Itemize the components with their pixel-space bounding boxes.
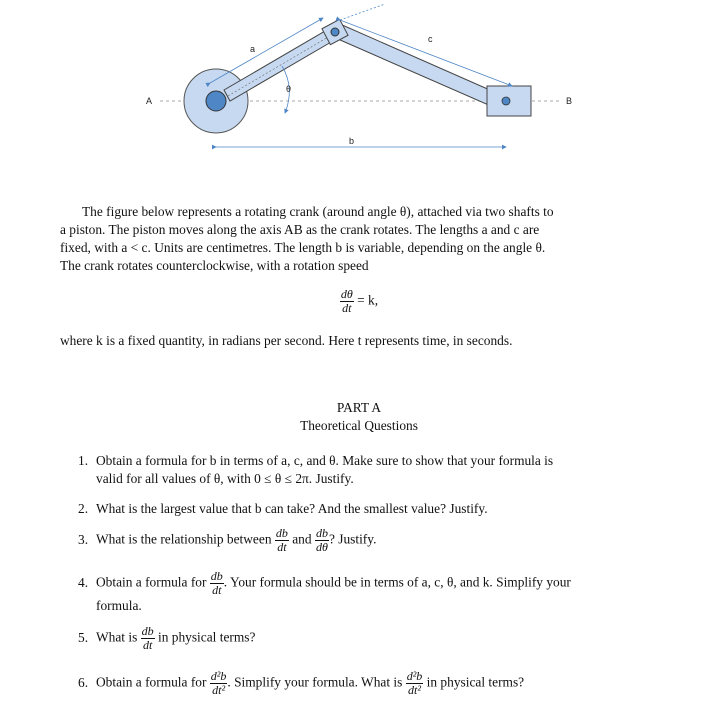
intro-line-4: The crank rotates counterclockwise, with a rotation speed (60, 258, 369, 273)
question-1: 1. Obtain a formula for b in terms of a, c, and θ. Make sure to show that your formula is valid for all values of θ, with 0 ≤ θ ≤ 2π. Justify. (78, 453, 554, 486)
label-a: a (250, 44, 256, 54)
part-subtitle: Theoretical Questions (300, 418, 418, 433)
question-5: 5. What is $\frac{db}{dt}$ in physical terms? (78, 624, 256, 652)
intro-paragraph (60, 203, 665, 275)
question-4: 4. Obtain a formula for $\frac{db}{dt}$ . Your formula should be in terms of a, c, θ, and k. Simplify your formula. (78, 569, 571, 613)
piston-pin (502, 97, 510, 105)
intro-line-2: a piston. The piston moves along the axis AB as the crank rotates. The lengths a and c are (60, 222, 540, 237)
crank-piston-figure (0, 0, 718, 190)
intro-line-3: fixed, with a < c. Units are centimetres. The length b is variable, depending on the angle θ. (60, 240, 546, 255)
dimension-c-extension (340, 4, 385, 20)
label-theta: θ (286, 84, 292, 94)
question-2: 2. What is the largest value that b can take? And the smallest value? Justify. (78, 501, 488, 516)
crank-arm-a (224, 27, 338, 101)
equation-rhs: = k, (357, 292, 379, 308)
intro-line-1: The figure below represents a rotating crank (around angle θ), attached via two shafts to (82, 204, 554, 219)
label-A: A (146, 96, 153, 106)
question-6: 6. Obtain a formula for $\frac{\text{d²b}}{\text{dt²}}$ . Simplify your formula. What is $\frac{\text{d²b}}{\text{dt²}}$ in physical terms? (78, 669, 525, 697)
crank-hub (206, 91, 226, 111)
joint-pin (331, 28, 339, 36)
question-3: 3. What is the relationship between $\frac{db}{dt}$ and $\frac{db}{d\theta}$ ? Justify. (78, 526, 377, 554)
part-title: PART A (336, 400, 382, 415)
label-c: c (428, 34, 433, 44)
rotation-speed-equation (0, 288, 718, 315)
label-B: B (566, 96, 573, 106)
dtheta-dt-fraction: $\frac{d\theta}{dt}$ (340, 287, 353, 315)
after-equation-text: where k is a fixed quantity, in radians per second. Here t represents time, in seconds. (60, 333, 513, 348)
label-b: b (349, 136, 355, 146)
connecting-rod-c (331, 24, 508, 110)
